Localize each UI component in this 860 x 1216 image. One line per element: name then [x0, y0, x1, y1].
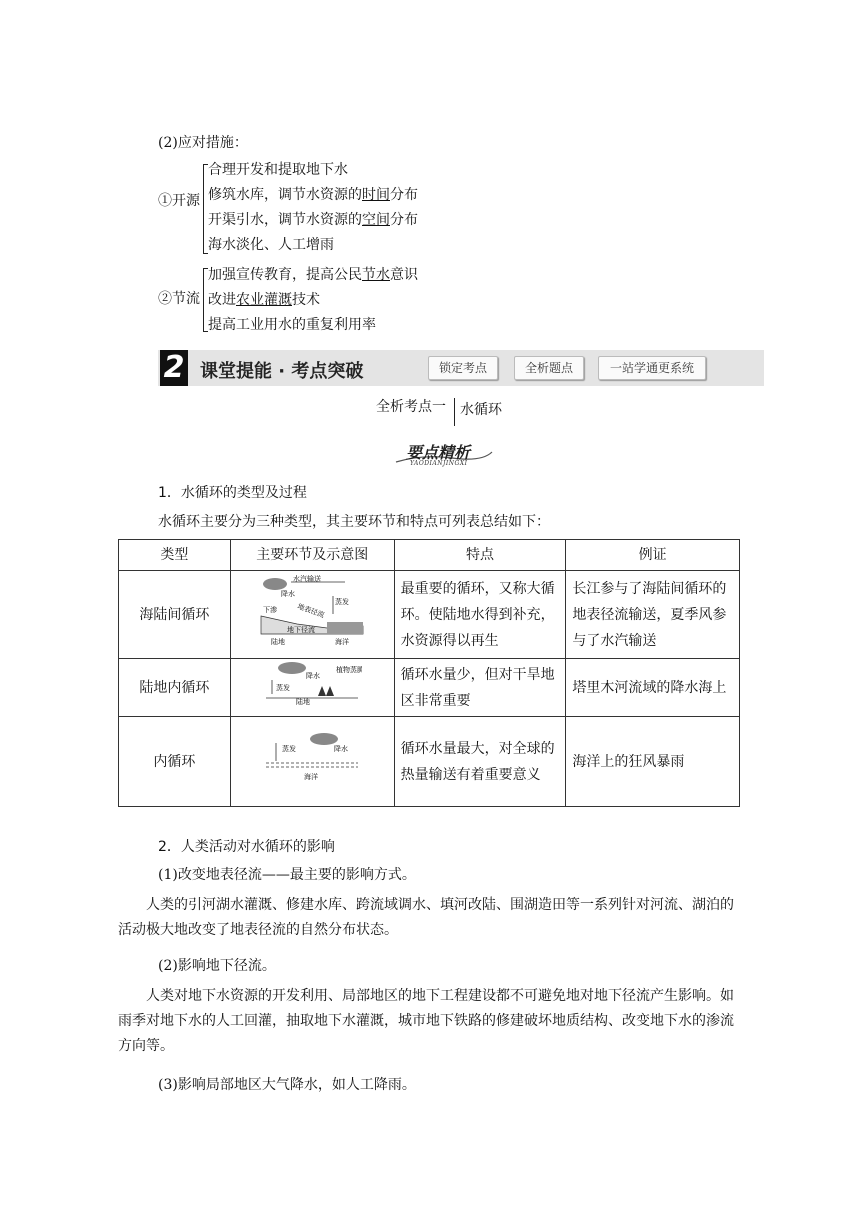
- svg-text:降水: 降水: [281, 590, 296, 598]
- jieliu-item: 提高工业用水的重复利用率: [208, 317, 376, 333]
- header-cell: 主要环节及示意图: [230, 540, 394, 571]
- example-cell: 海洋上的狂风暴雨: [566, 717, 740, 807]
- logo-title: 要点精析: [406, 443, 471, 462]
- measures-heading: (2)应对措施：: [158, 135, 248, 151]
- analyze-tidian-button[interactable]: 全析题点: [514, 356, 584, 380]
- header-cell: 特点: [394, 540, 566, 571]
- example-cell: 长江参与了海陆间循环的地表径流输送，夏季风参与了水汽输送: [566, 571, 740, 659]
- diagram-cell: [230, 717, 394, 807]
- s2-p1: 人类的引河湖水灌溉、修建水库、跨流域调水、填河改陆、围湖造田等一系列针对河流、湖泊的活动极大地改变了地表径流的自然分布状态。: [118, 897, 734, 938]
- header-cell: 类型: [119, 540, 231, 571]
- lock-kaodian-button[interactable]: 锁定考点: [428, 356, 498, 380]
- diagram-cell: [230, 659, 394, 717]
- header-cell: 例证: [566, 540, 740, 571]
- svg-text:地表径流: 地表径流: [296, 602, 326, 620]
- kaiyuan-label: ①开源: [158, 193, 200, 209]
- table-header-row: [119, 540, 740, 571]
- kaodian-divider: [454, 398, 455, 426]
- jieliu-label: ②节流: [158, 291, 200, 307]
- svg-text:蒸发: 蒸发: [276, 684, 291, 692]
- svg-text:下渗: 下渗: [263, 606, 278, 614]
- svg-text:降水: 降水: [334, 745, 349, 753]
- type-cell: 内循环: [119, 717, 231, 807]
- svg-text:陆地: 陆地: [271, 638, 286, 646]
- kaodian-left: 全析考点一: [376, 399, 446, 415]
- jieliu-item: 改进农业灌溉技术: [208, 292, 320, 308]
- feature-cell: 循环水量最大，对全球的热量输送有着重要意义: [394, 717, 566, 807]
- svg-text:蒸发: 蒸发: [335, 598, 350, 606]
- sea-land-cycle-diagram: [257, 572, 367, 648]
- land-cycle-diagram: [262, 660, 362, 706]
- svg-text:海洋: 海洋: [304, 773, 319, 781]
- kaiyuan-item: 合理开发和提取地下水: [208, 162, 348, 178]
- kaiyuan-item: 海水淡化、人工增雨: [208, 237, 334, 253]
- s2-p3-heading: (3)影响局部地区大气降水，如人工降雨。: [158, 1077, 416, 1093]
- diagram-cell: [230, 571, 394, 659]
- feature-cell: 循环水量少，但对干旱地区非常重要: [394, 659, 566, 717]
- one-stop-button[interactable]: 一站学通更系统: [598, 356, 706, 380]
- s1-intro: 水循环主要分为三种类型，其主要环节和特点可列表总结如下：: [158, 514, 550, 530]
- ocean-cycle-diagram: [262, 731, 362, 783]
- kaiyuan-item: 修筑水库，调节水资源的时间分布: [208, 187, 418, 203]
- svg-text:蒸发: 蒸发: [282, 745, 297, 753]
- svg-text:海洋: 海洋: [335, 638, 350, 646]
- svg-text:陆地: 陆地: [296, 698, 311, 706]
- svg-text:地下径流: 地下径流: [287, 626, 316, 634]
- s2-p2-heading: (2)影响地下径流。: [158, 958, 276, 974]
- table-row: [119, 571, 740, 659]
- feature-cell: 最重要的循环，又称大循环。使陆地水得到补充，水资源得以再生: [394, 571, 566, 659]
- type-cell: 陆地内循环: [119, 659, 231, 717]
- example-cell: 塔里木河流域的降水海上: [566, 659, 740, 717]
- kaiyuan-item: 开渠引水，调节水资源的空间分布: [208, 212, 418, 228]
- section-banner: [158, 350, 764, 386]
- kaodian-right: 水循环: [460, 402, 502, 418]
- table-row: [119, 717, 740, 807]
- svg-text:植物蒸腾: 植物蒸腾: [336, 666, 363, 674]
- type-cell: 海陆间循环: [119, 571, 231, 659]
- logo-pinyin: YAODIANJINGXI: [410, 460, 468, 467]
- banner-title: 课堂提能 · 考点突破: [200, 361, 364, 382]
- water-cycle-table: [118, 539, 740, 807]
- s2-title: 2．人类活动对水循环的影响: [158, 839, 335, 855]
- section-logo: [392, 440, 496, 470]
- s2-p1-heading: (1)改变地表径流——最主要的影响方式。: [158, 867, 416, 883]
- jieliu-item: 加强宣传教育，提高公民节水意识: [208, 267, 418, 283]
- banner-number: 2: [160, 350, 188, 386]
- s1-title: 1．水循环的类型及过程: [158, 485, 307, 501]
- svg-text:降水: 降水: [306, 672, 321, 680]
- table-row: [119, 659, 740, 717]
- svg-text:水汽输送: 水汽输送: [293, 575, 322, 583]
- s2-p2: 人类对地下水资源的开发利用、局部地区的地下工程建设都不可避免地对地下径流产生影响。如雨季对地下水的人工回灌，抽取地下水灌溉，城市地下铁路的修建破坏地质结构、改变地下水的渗流方向等。: [118, 988, 734, 1054]
